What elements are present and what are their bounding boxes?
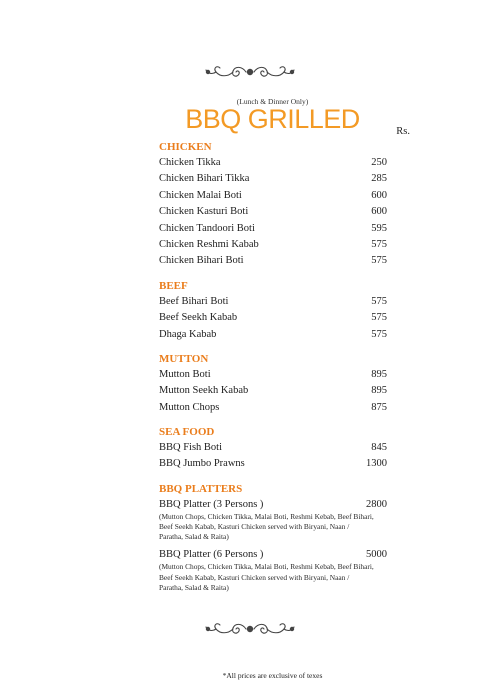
item-name: BBQ Jumbo Prawns (159, 458, 245, 470)
item-price: 285 (371, 173, 387, 185)
menu-item (159, 456, 387, 472)
item-price: 2800 (366, 498, 387, 510)
item-price: 895 (371, 368, 387, 380)
item-name: Beef Seekh Kabab (159, 312, 238, 324)
menu-list (159, 140, 387, 602)
item-price: 600 (371, 206, 387, 218)
platter-item (159, 547, 387, 593)
section-title: MUTTON (159, 352, 209, 365)
item-name: Chicken Tandoori Boti (159, 222, 255, 234)
menu-item (159, 440, 387, 456)
item-price: 575 (371, 255, 387, 267)
menu-item (159, 400, 387, 416)
item-price: 5000 (366, 549, 387, 561)
section-title: SEA FOOD (159, 426, 215, 439)
menu-item (159, 294, 387, 310)
platter-description: (Mutton Chops, Chicken Tikka, Malai Boti, Reshmi Kebab, Beef Bihari, Beef Seekh Kabab, Kasturi Chicken served with Biryani, Naan / Paratha, Salad & Raita) (159, 511, 374, 542)
item-name: Dhaga Kabab (159, 328, 217, 340)
item-price: 250 (371, 157, 387, 168)
menu-item (159, 204, 387, 220)
menu-item (159, 327, 387, 343)
item-name: Chicken Kasturi Boti (159, 206, 249, 218)
item-name: Mutton Seekh Kabab (159, 385, 249, 397)
menu-section (159, 425, 387, 473)
flourish-ornament-icon (0, 63, 500, 81)
menu-item (159, 367, 387, 383)
menu-item (159, 171, 387, 187)
menu-item (159, 253, 387, 269)
menu-item (159, 310, 387, 326)
menu-item (159, 188, 387, 204)
item-name: Chicken Bihari Boti (159, 255, 244, 267)
item-price: 1300 (366, 458, 387, 470)
item-price: 875 (371, 401, 387, 413)
item-price: 575 (371, 312, 387, 324)
item-name: Chicken Tikka (159, 157, 221, 168)
menu-section (159, 482, 387, 593)
menu-section (159, 140, 387, 270)
item-name: BBQ Platter (3 Persons ) (159, 498, 264, 510)
menu-subtitle: (Lunch & Dinner Only) (236, 97, 309, 106)
menu-section (159, 279, 387, 343)
menu-section (159, 352, 387, 416)
item-name: Chicken Reshmi Kabab (159, 238, 259, 250)
item-name: Mutton Boti (159, 368, 211, 380)
item-name: Mutton Chops (159, 401, 220, 413)
item-price: 575 (371, 238, 387, 250)
item-name: BBQ Platter (6 Persons ) (159, 549, 264, 561)
platter-item (159, 497, 387, 543)
item-name: Chicken Malai Boti (159, 189, 242, 201)
menu-item (159, 155, 387, 171)
item-name: Beef Bihari Boti (159, 295, 229, 307)
item-price: 845 (371, 442, 387, 454)
item-price: 575 (371, 328, 387, 340)
platter-row (159, 547, 387, 562)
section-title: BEEF (159, 279, 188, 292)
platter-description: (Mutton Chops, Chicken Tikka, Malai Boti, Reshmi Kebab, Beef Bihari, Beef Seekh Kabab, Kasturi Chicken served with Biryani, Naan / Paratha, Salad & Raita) (159, 562, 374, 592)
section-title: CHICKEN (159, 141, 212, 153)
price-footnote: *All prices are exclusive of texes (222, 671, 323, 680)
item-name: BBQ Fish Boti (159, 442, 223, 454)
item-price: 575 (371, 295, 387, 307)
item-name: Chicken Bihari Tikka (159, 173, 250, 185)
menu-item (159, 383, 387, 399)
menu-item (159, 237, 387, 253)
section-title: BBQ PLATTERS (159, 482, 243, 495)
currency-label: Rs. (396, 126, 410, 137)
item-price: 895 (371, 385, 387, 397)
item-price: 595 (371, 222, 387, 234)
menu-item (159, 221, 387, 237)
platter-row (159, 497, 387, 512)
flourish-ornament-icon (0, 620, 500, 638)
item-price: 600 (371, 189, 387, 201)
menu-title: BBQ GRILLED (185, 104, 360, 134)
